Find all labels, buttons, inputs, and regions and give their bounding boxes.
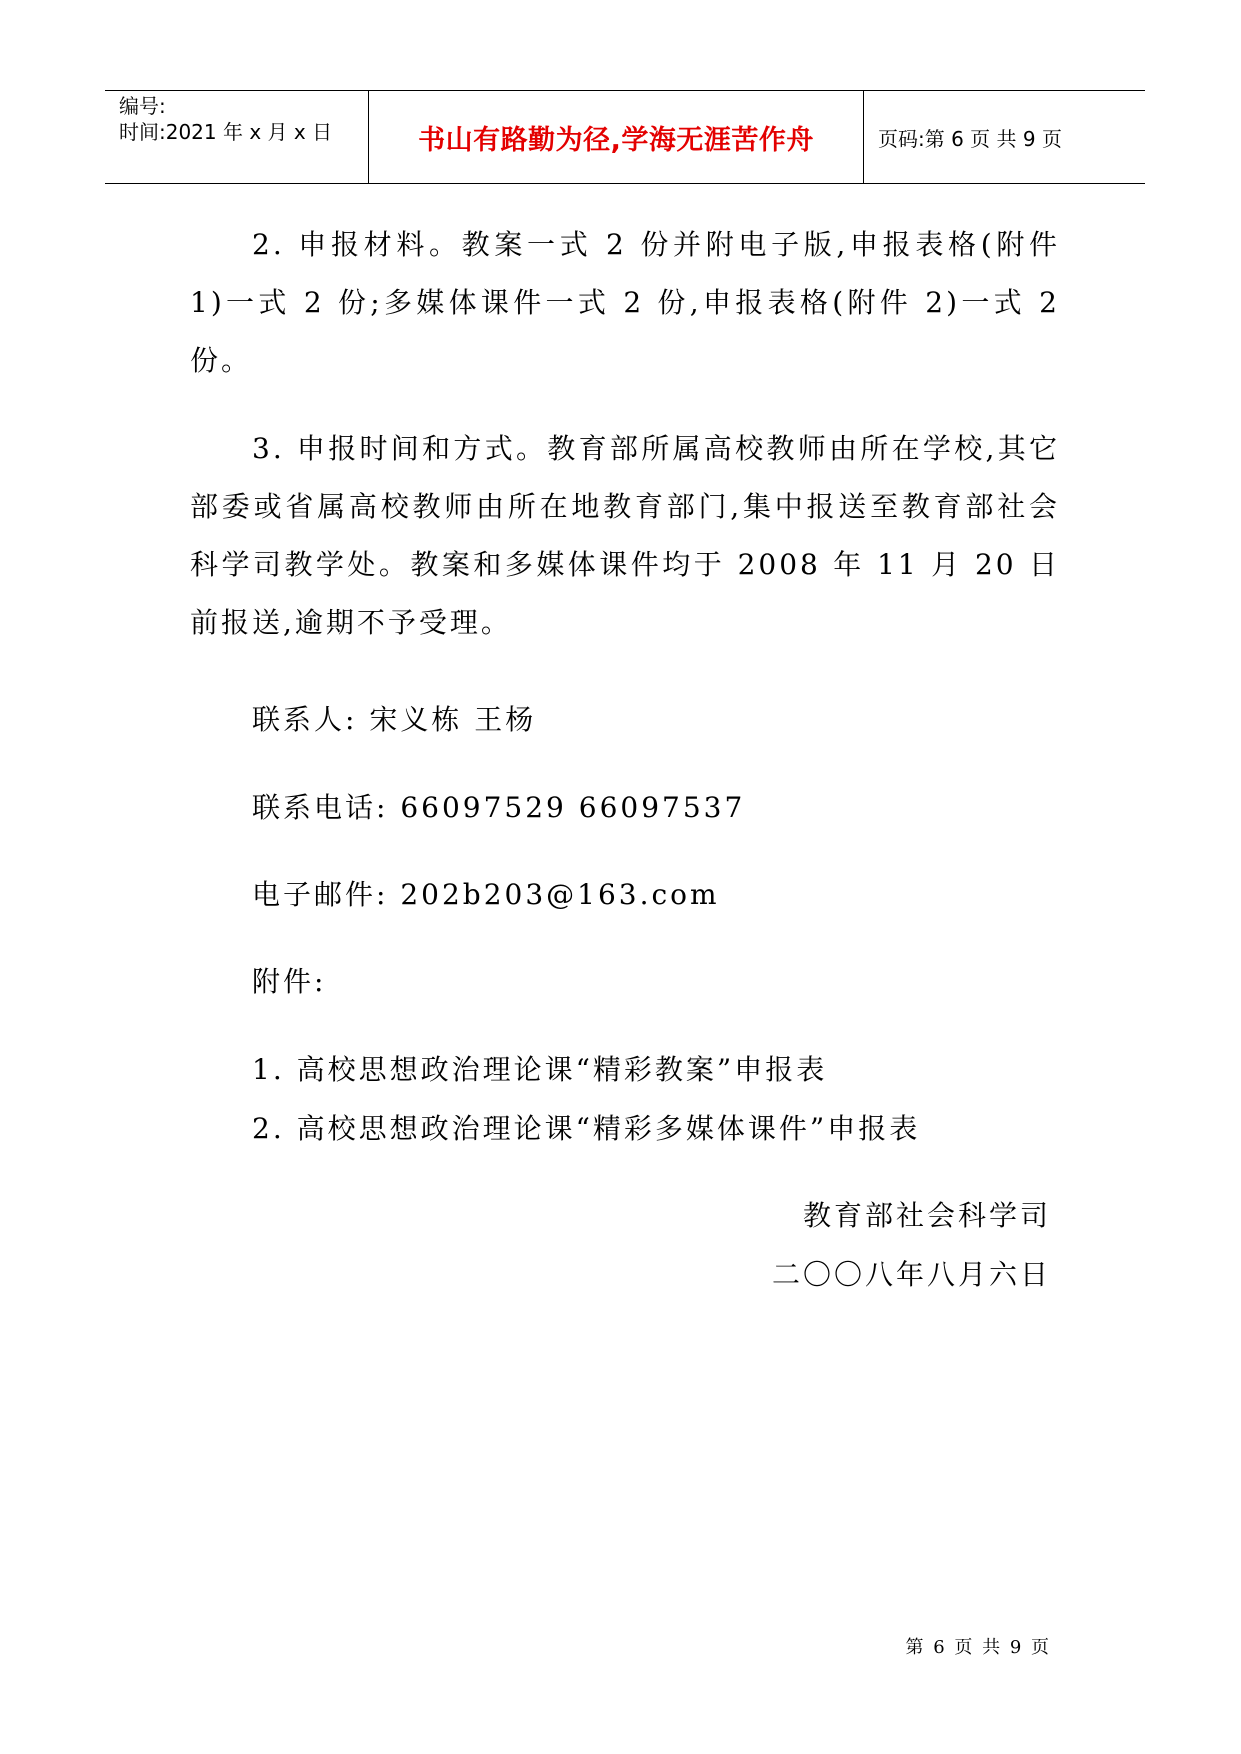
contact-email: 电子邮件: 202b203@163.com	[252, 878, 720, 911]
header-page-cell	[864, 91, 1145, 183]
header-motto: 书山有路勤为径,学海无涯苦作舟	[418, 124, 814, 156]
paragraph-materials-text: 2. 申报材料。教案一式 2 份并附电子版,申报表格(附件 1)一式 2 份;多媒体课件一式 2 份,申报表格(附件 2)一式 2 份。	[190, 228, 1060, 377]
attachment-item-1: 1. 高校思想政治理论课“精彩教案”申报表	[252, 1053, 828, 1086]
contact-phone: 联系电话: 66097529 66097537	[252, 791, 746, 824]
header-motto-cell	[369, 91, 864, 183]
header-page-number: 页码:第 6 页 共 9 页	[878, 126, 1062, 151]
page-header	[105, 90, 1145, 184]
contact-person: 联系人: 宋义栋 王杨	[252, 703, 537, 736]
document-code-label: 编号:	[119, 94, 166, 118]
signature-date: 二〇〇八年八月六日	[771, 1258, 1051, 1291]
header-meta-cell	[105, 91, 369, 183]
paragraph-submission	[190, 420, 1060, 652]
signature-org: 教育部社会科学司	[802, 1199, 1051, 1232]
page-footer: 第 6 页 共 9 页	[905, 1637, 1051, 1658]
paragraph-submission-text: 3. 申报时间和方式。教育部所属高校教师由所在学校,其它部委或省属高校教师由所在地教育部门,集中报送至教育部社会科学司教学处。教案和多媒体课件均于 2008 年 11 月 20 日前报送,逾期不予受理。	[190, 432, 1060, 639]
document-time-label: 时间:2021 年 x 月 x 日	[119, 120, 333, 144]
paragraph-materials	[190, 216, 1060, 390]
attachments-label: 附件:	[252, 965, 327, 998]
attachment-item-2: 2. 高校思想政治理论课“精彩多媒体课件”申报表	[252, 1112, 921, 1145]
